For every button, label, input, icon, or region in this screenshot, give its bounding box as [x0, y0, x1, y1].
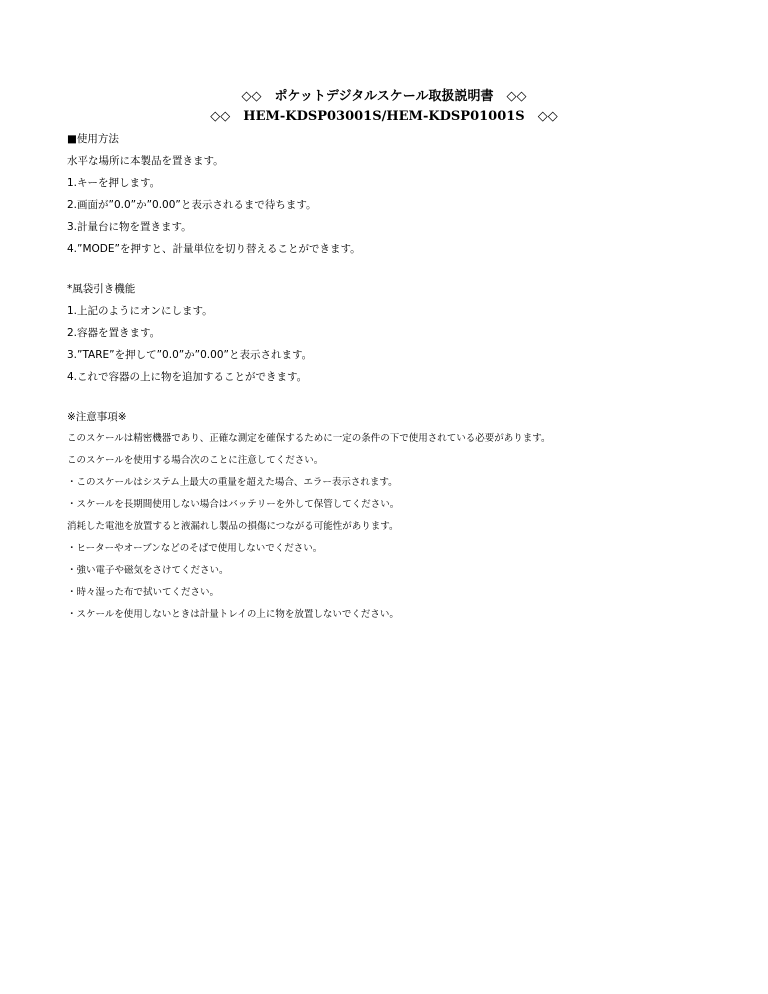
usage-intro: 水平な場所に本製品を置きます。: [67, 155, 224, 167]
tare-heading: *風袋引き機能: [67, 283, 136, 295]
note-item: ・時々湿った布で拭いてください。: [67, 587, 220, 598]
document-model-numbers: ◇◇ HEM-KDSP03001S/HEM-KDSP01001S ◇◇: [210, 109, 558, 124]
notes-section: [67, 406, 747, 626]
usage-section: [67, 128, 747, 260]
note-item: 消耗した電池を放置すると液漏れし製品の損傷につながる可能性があります。: [67, 521, 399, 532]
tare-step: 3.”TARE”を押して”0.0”か”0.00”と表示されます。: [67, 349, 313, 361]
note-item: ・このスケールはシステム上最大の重量を超えた場合、エラー表示されます。: [67, 477, 398, 488]
notes-heading: ※注意事項※: [67, 411, 127, 423]
document-body: [67, 128, 747, 626]
section-spacer: [67, 260, 747, 278]
note-item: ・ヒーターやオーブンなどのそばで使用しないでください。: [67, 543, 323, 554]
usage-step: 1.キーを押します。: [67, 177, 161, 189]
note-item: このスケールは精密機器であり、正確な測定を確保するために一定の条件の下で使用されている必要があります。: [67, 433, 551, 444]
note-item: ・スケールを長期間使用しない場合はバッテリーを外して保管してください。: [67, 499, 400, 510]
tare-section: [67, 278, 747, 388]
section-spacer: [67, 388, 747, 406]
note-item: このスケールを使用する場合次のことに注意してください。: [67, 455, 324, 466]
note-item: ・スケールを使用しないときは計量トレイの上に物を放置しないでください。: [67, 609, 399, 620]
document-title: ◇◇ ポケットデジタルスケール取扱説明書 ◇◇: [241, 89, 527, 104]
usage-step: 3.計量台に物を置きます。: [67, 221, 192, 233]
note-item: ・強い電子や磁気をさけてください。: [67, 565, 229, 576]
tare-step: 2.容器を置きます。: [67, 327, 161, 339]
usage-step: 2.画面が”0.0”か”0.00”と表示されるまで待ちます。: [67, 199, 317, 211]
usage-step: 4.”MODE”を押すと、計量単位を切り替えることができます。: [67, 243, 361, 255]
tare-step: 1.上記のようにオンにします。: [67, 305, 213, 317]
tare-step: 4.これで容器の上に物を追加することができます。: [67, 371, 308, 383]
usage-heading: ■使用方法: [67, 133, 119, 145]
